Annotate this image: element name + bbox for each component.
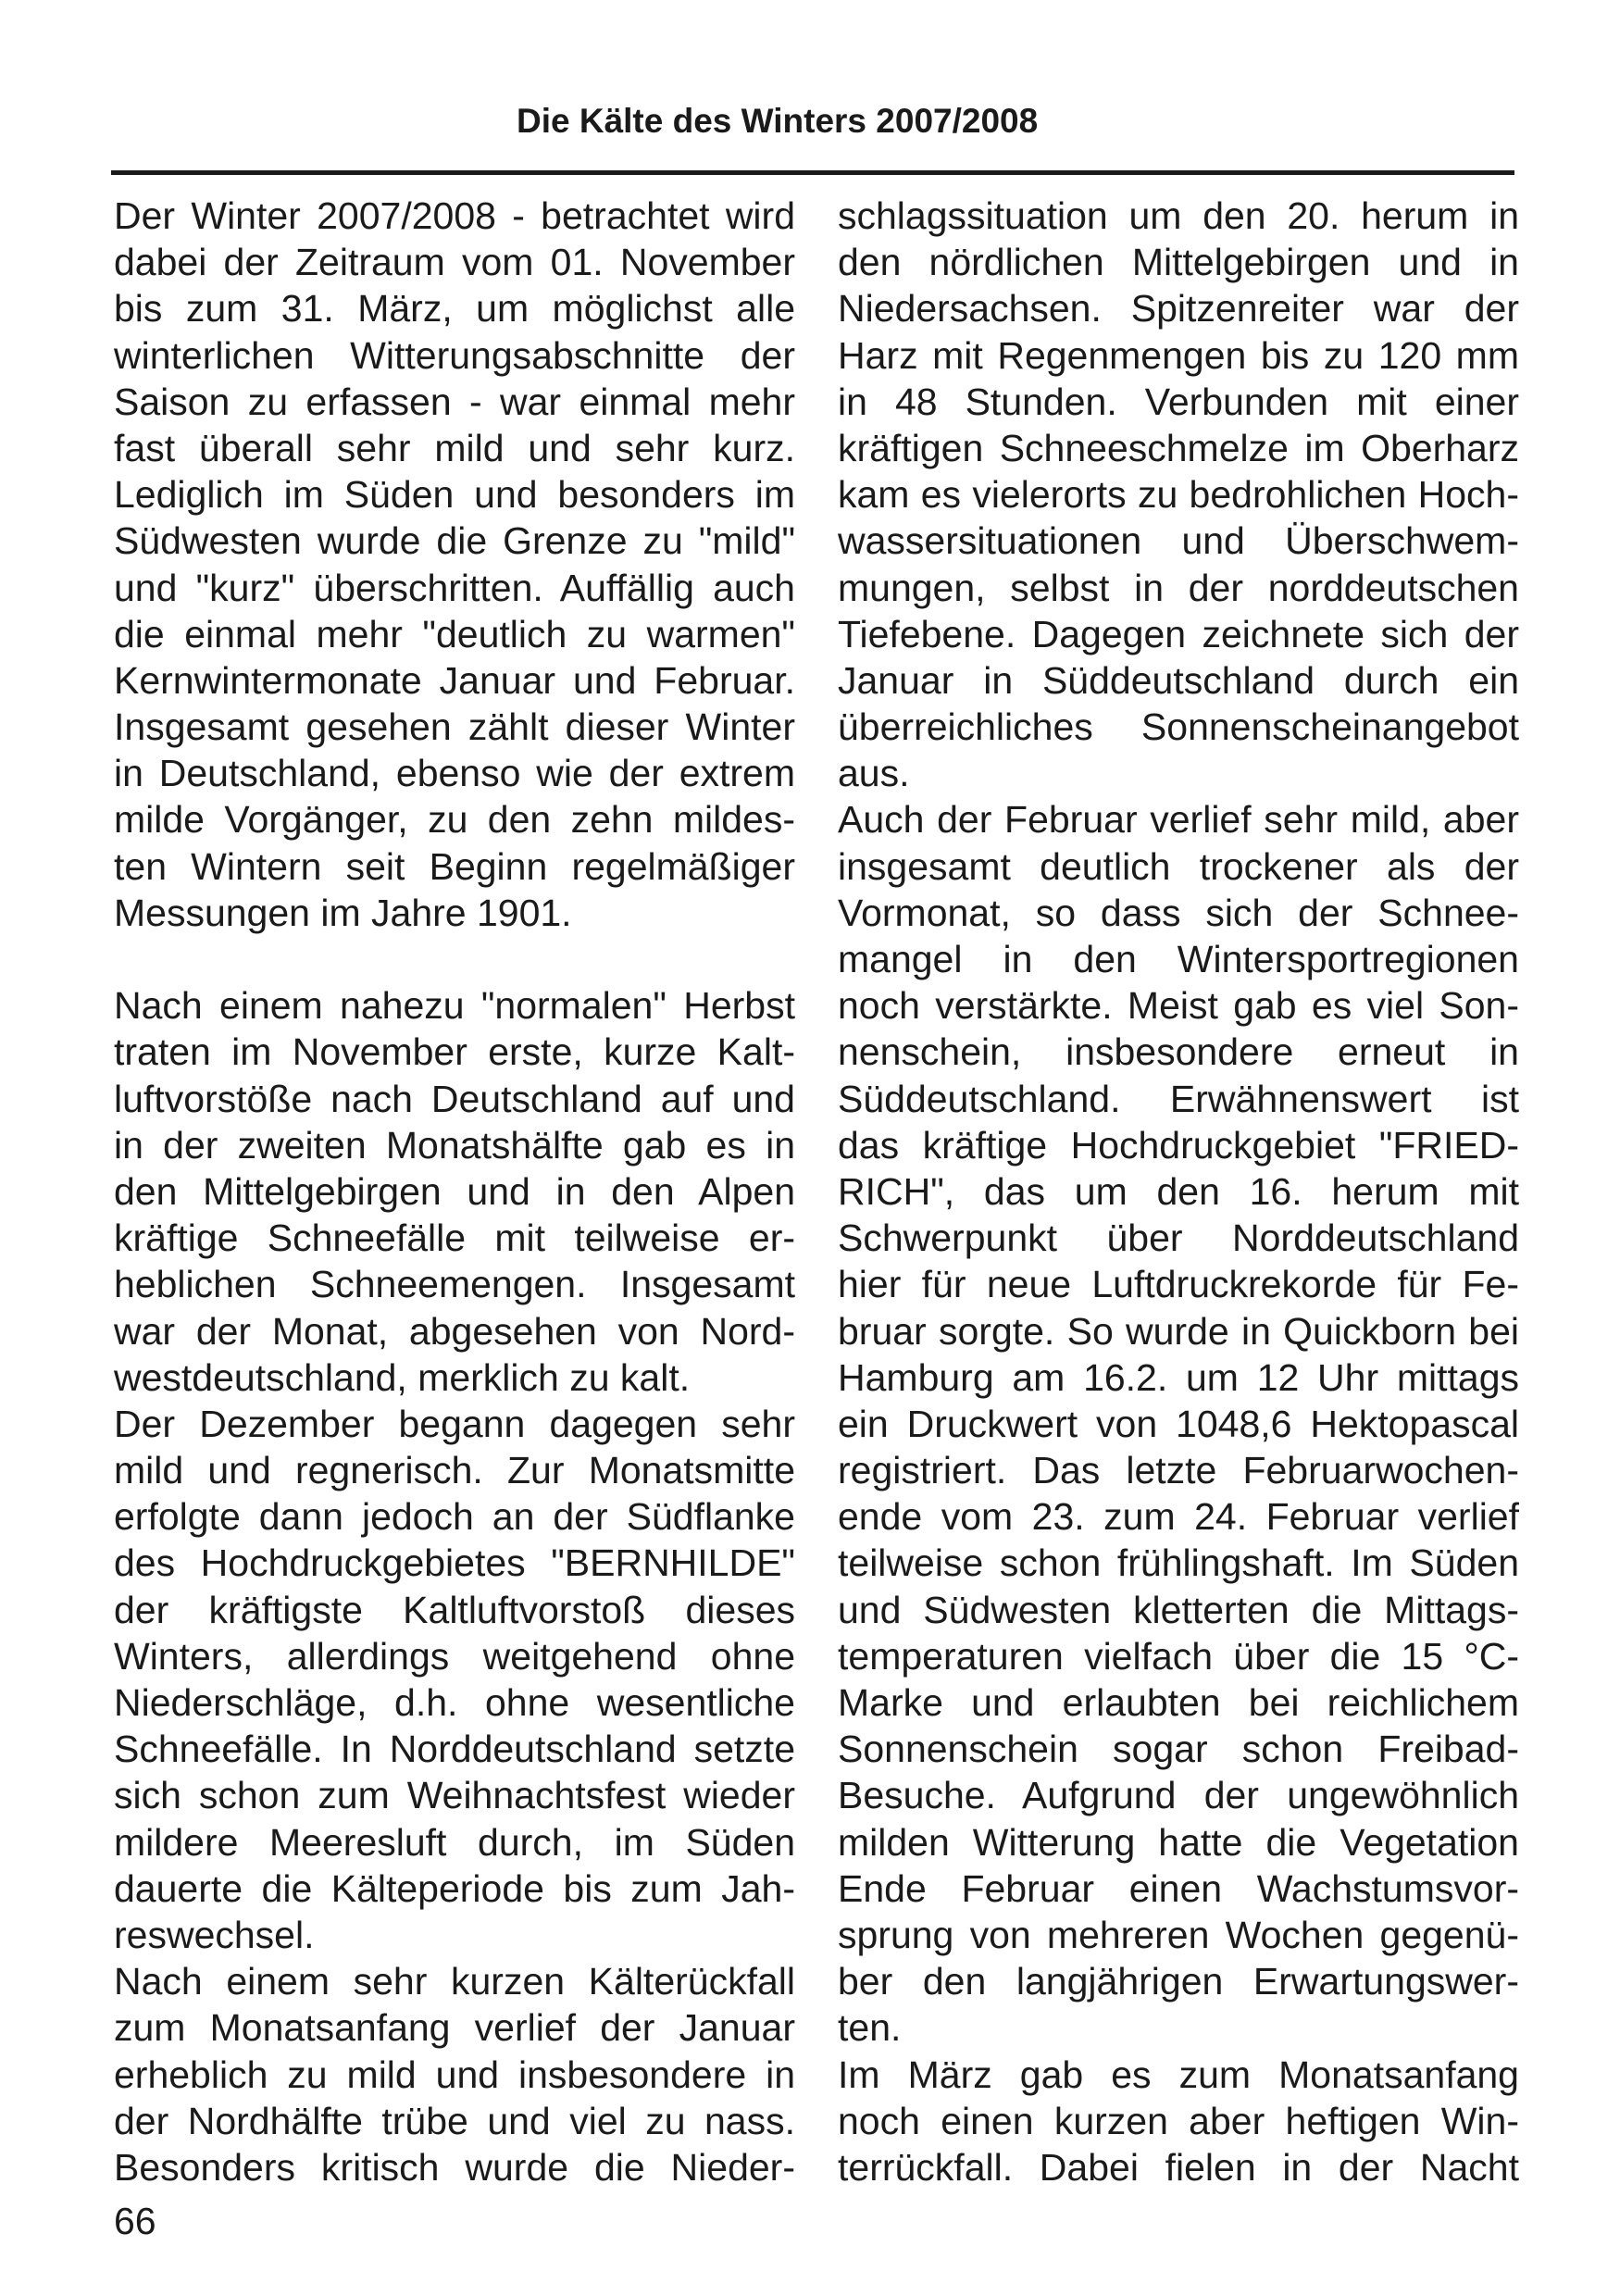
text-line: sprung von mehreren Wochen gegenü- bbox=[838, 1913, 1519, 1956]
text-line: nenschein, insbesondere erneut in bbox=[838, 1030, 1519, 1074]
text-line: Hamburg am 16.2. um 12 Uhr mittags bbox=[838, 1355, 1519, 1399]
paragraph-gap bbox=[114, 936, 795, 982]
text-line: Messungen im Jahre 1901. bbox=[114, 891, 572, 934]
text-line: Süddeutschland. Erwähnenswert ist bbox=[838, 1077, 1519, 1120]
text-line: ten Wintern seit Beginn regelmäßiger bbox=[114, 844, 795, 888]
text-line: Der Dezember begann dagegen sehr bbox=[114, 1402, 795, 1445]
text-line: ein Druckwert von 1048,6 Hektopascal bbox=[838, 1402, 1519, 1445]
text-line: temperaturen vielfach über die 15 °C- bbox=[838, 1634, 1519, 1678]
text-line: RICH", das um den 16. herum mit bbox=[838, 1169, 1519, 1213]
text-line: insgesamt deutlich trockener als der bbox=[838, 844, 1519, 888]
text-line: dabei der Zeitraum vom 01. November bbox=[114, 241, 795, 284]
text-line: Sonnenschein sogar schon Freibad- bbox=[838, 1728, 1519, 1771]
text-line: traten im November erste, kurze Kalt- bbox=[114, 1030, 795, 1074]
text-line: mungen, selbst in der norddeutschen bbox=[838, 566, 1519, 609]
text-line: der Nordhälfte trübe und viel zu nass. bbox=[114, 2099, 795, 2142]
text-line: erfolgte dann jedoch an der Südflanke bbox=[114, 1495, 795, 1539]
text-line: zum Monatsanfang verlief der Januar bbox=[114, 2006, 795, 2050]
text-line: aus. bbox=[838, 752, 910, 795]
text-line: sich schon zum Weihnachtsfest wieder bbox=[114, 1774, 795, 1817]
text-line: den Mittelgebirgen und in den Alpen bbox=[114, 1169, 795, 1213]
text-line: Nach einem sehr kurzen Kälterückfall bbox=[114, 1960, 795, 2003]
text-line: Schwerpunkt über Norddeutschland bbox=[838, 1217, 1519, 1260]
text-line: Niedersachsen. Spitzenreiter war der bbox=[838, 287, 1519, 331]
text-line: Lediglich im Süden und besonders im bbox=[114, 473, 795, 517]
text-line: mildere Meeresluft durch, im Süden bbox=[114, 1820, 795, 1864]
text-line: überreichliches Sonnenscheinangebot bbox=[838, 705, 1519, 749]
text-line: wassersituationen und Überschwem- bbox=[838, 519, 1519, 563]
text-line: des Hochdruckgebietes "BERNHILDE" bbox=[114, 1541, 795, 1585]
text-line: bruar sorgte. So wurde in Quickborn bei bbox=[838, 1309, 1519, 1353]
text-line: Januar in Süddeutschland durch ein bbox=[838, 658, 1519, 702]
text-line: terrückfall. Dabei fielen in der Nacht bbox=[838, 2145, 1519, 2189]
text-line: Winters, allerdings weitgehend ohne bbox=[114, 1634, 795, 1678]
text-line: erheblich zu mild und insbesondere in bbox=[114, 2053, 795, 2096]
text-line: Im März gab es zum Monatsanfang bbox=[838, 2053, 1519, 2096]
text-line: Schneefälle. In Norddeutschland setzte bbox=[114, 1728, 795, 1771]
text-line: Besuche. Aufgrund der ungewöhnlich bbox=[838, 1774, 1519, 1817]
text-line: kräftigen Schneeschmelze im Oberharz bbox=[838, 426, 1519, 469]
running-header: Die Kälte des Winters 2007/2008 bbox=[517, 102, 1039, 140]
text-line: war der Monat, abgesehen von Nord- bbox=[114, 1309, 795, 1353]
text-line: reswechsel. bbox=[114, 1913, 315, 1956]
text-line: Nach einem nahezu "normalen" Herbst bbox=[114, 984, 795, 1028]
text-line: dauerte die Kälteperiode bis zum Jah- bbox=[114, 1866, 795, 1910]
text-line: westdeutschland, merklich zu kalt. bbox=[114, 1355, 691, 1399]
text-line: das kräftige Hochdruckgebiet "FRIED- bbox=[838, 1123, 1519, 1167]
text-line: Tiefebene. Dagegen zeichnete sich der bbox=[838, 612, 1519, 655]
text-line: den nördlichen Mittelgebirgen und in bbox=[838, 241, 1519, 284]
text-line: teilweise schon frühlingshaft. Im Süden bbox=[838, 1541, 1519, 1585]
text-line: Südwesten wurde die Grenze zu "mild" bbox=[114, 519, 795, 563]
text-line: mangel in den Wintersportregionen bbox=[838, 938, 1519, 980]
text-line: Niederschläge, d.h. ohne wesentliche bbox=[114, 1681, 795, 1724]
text-line: Ende Februar einen Wachstumsvor- bbox=[838, 1866, 1519, 1910]
right-text-column bbox=[838, 193, 1519, 2190]
text-line: Besonders kritisch wurde die Nieder- bbox=[114, 2145, 795, 2189]
text-line: und "kurz" überschritten. Auffällig auch bbox=[114, 566, 795, 609]
header-rule bbox=[111, 170, 1514, 175]
page-number: 66 bbox=[114, 2200, 156, 2242]
text-line: ende vom 23. zum 24. Februar verlief bbox=[838, 1495, 1519, 1539]
text-line: milde Vorgänger, zu den zehn mildes- bbox=[114, 798, 795, 842]
text-line: in 48 Stunden. Verbunden mit einer bbox=[838, 380, 1519, 423]
text-line: kräftige Schneefälle mit teilweise er- bbox=[114, 1217, 795, 1260]
text-line: winterlichen Witterungsabschnitte der bbox=[114, 333, 795, 377]
text-line: Insgesamt gesehen zählt dieser Winter bbox=[114, 705, 795, 749]
text-line: der kräftigste Kaltluftvorstoß dieses bbox=[114, 1588, 795, 1631]
text-line: in Deutschland, ebenso wie der extrem bbox=[114, 752, 795, 795]
text-line: Harz mit Regenmengen bis zu 120 mm bbox=[838, 333, 1519, 377]
text-line: die einmal mehr "deutlich zu warmen" bbox=[114, 612, 795, 655]
text-line: Der Winter 2007/2008 - betrachtet wird bbox=[114, 194, 795, 237]
text-line: Vormonat, so dass sich der Schnee- bbox=[838, 891, 1519, 934]
text-line: Auch der Februar verlief sehr mild, aber bbox=[838, 798, 1519, 842]
text-line: registriert. Das letzte Februarwochen- bbox=[838, 1449, 1519, 1492]
text-line: heblichen Schneemengen. Insgesamt bbox=[114, 1263, 795, 1306]
left-text-column bbox=[114, 193, 795, 2190]
text-line: ten. bbox=[838, 2006, 902, 2050]
text-line: noch einen kurzen aber heftigen Win- bbox=[838, 2099, 1519, 2142]
text-line: hier für neue Luftdruckrekorde für Fe- bbox=[838, 1263, 1519, 1306]
text-line: mild und regnerisch. Zur Monatsmitte bbox=[114, 1449, 795, 1492]
text-line: und Südwesten kletterten die Mittags- bbox=[838, 1588, 1519, 1631]
text-line: luftvorstöße nach Deutschland auf und bbox=[114, 1077, 795, 1120]
text-line: ber den langjährigen Erwartungswer- bbox=[838, 1960, 1519, 2003]
text-line: kam es vielerorts zu bedrohlichen Hoch- bbox=[838, 473, 1519, 517]
text-line: bis zum 31. März, um möglichst alle bbox=[114, 287, 795, 331]
text-line: Kernwintermonate Januar und Februar. bbox=[114, 658, 795, 702]
text-line: fast überall sehr mild und sehr kurz. bbox=[114, 426, 795, 469]
text-line: Saison zu erfassen - war einmal mehr bbox=[114, 380, 795, 423]
text-line: milden Witterung hatte die Vegetation bbox=[838, 1820, 1519, 1864]
text-line: Marke und erlaubten bei reichlichem bbox=[838, 1681, 1519, 1724]
text-line: schlagssituation um den 20. herum in bbox=[838, 194, 1519, 237]
text-line: noch verstärkte. Meist gab es viel Son- bbox=[838, 984, 1519, 1028]
text-line: in der zweiten Monatshälfte gab es in bbox=[114, 1123, 795, 1167]
